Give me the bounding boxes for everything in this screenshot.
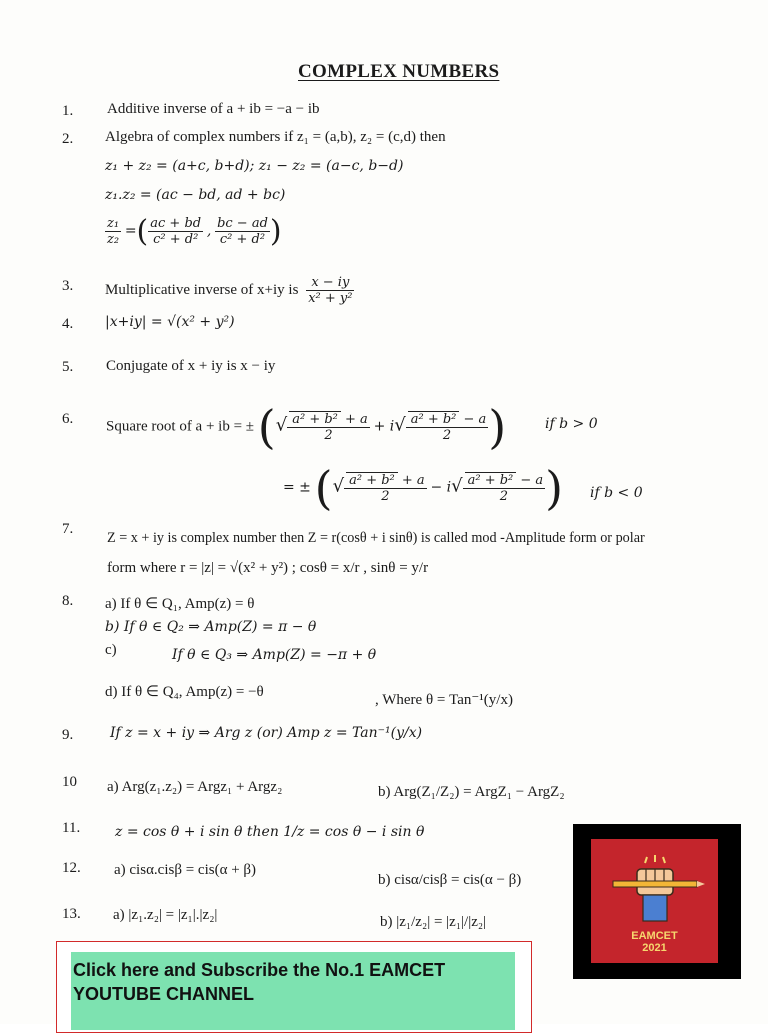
item-number: 8. [62,593,74,609]
item-13b-modulus-quotient: b) |z₁/z₂| = |z₁|/|z₂| [380,914,487,930]
item-8c-third-quadrant: If θ ∈ Q₃ ⇒ Amp(Z) = −π + θ [172,647,377,663]
item-number: 1. [62,103,74,119]
item-1-additive-inverse: Additive inverse of a + ib = −a − ib [107,101,320,117]
item-12b-cis-quotient: b) cisα/cisβ = cis(α − β) [378,872,522,888]
item-number: 2. [62,131,74,147]
item-6-condition-negative: if b < 0 [590,485,643,501]
item-2-algebra-heading: Algebra of complex numbers if z₁ = (a,b), z₂ = (c,d) then [105,129,446,145]
item-number: 7. [62,521,74,537]
item-number: 12. [62,860,81,876]
fist-pencil-icon [591,847,718,937]
item-number: 6. [62,411,74,427]
item-8-where-theta: , Where θ = Tan⁻¹(y/x) [375,692,513,708]
subscribe-button-label: Click here and Subscribe the No.1 EAMCET YOUTUBE CHANNEL [73,960,446,1004]
item-9-argument: If z = x + iy ⇒ Arg z (or) Amp z = Tan⁻¹(y/x) [110,725,423,741]
item-6-square-root-negative: = ± (√ $\frac{\text{a² + b² + a}}{2}$ − i√ $\frac{\text{a² + b² − a}}{2}$ ) [283,461,564,515]
item-12a-cis-product: a) cisα.cisβ = cis(α + β) [114,862,257,878]
item-6-condition-positive: if b > 0 [545,416,598,432]
item-11-reciprocal: z = cos θ + i sin θ then 1/z = cos θ − i sin θ [115,824,425,840]
item-2-quotient-formula: $\frac{\text{z₁}}{\text{z₂}}$ =( $\frac{ac + bd}{\text{c² + d²}}$ , $\frac{bc - ad}{\text{c² + d²}}$ ) [107,214,282,249]
item-7-polar-form: Z = x + iy is complex number then Z = r(cosθ + i sinθ) is called mod -Amplitude form or polar [107,530,645,546]
page-title: COMPLEX NUMBERS [298,61,500,82]
item-2-sum-difference: z₁ + z₂ = (a+c, b+d); z₁ − z₂ = (a−c, b−d) [105,158,404,174]
logo-text-line2: 2021 [642,942,667,954]
item-4-modulus: |x+iy| = √(x² + y²) [105,314,235,330]
item-5-conjugate: Conjugate of x + iy is x − iy [106,358,276,374]
item-3-label: Multiplicative inverse of x+iy is [105,281,299,298]
item-2-product: z₁.z₂ = (ac − bd, ad + bc) [105,187,286,203]
item-number: 11. [62,820,81,836]
logo-background [591,839,718,963]
item-7-polar-definition: form where r = |z| = √(x² + y²) ; cosθ = x/r , sinθ = y/r [107,560,429,576]
item-8a-first-quadrant: a) If θ ∈ Q₁, Amp(z) = θ [105,596,255,612]
item-8d-fourth-quadrant: d) If θ ∈ Q₄, Amp(z) = −θ [105,684,264,700]
item-8b-second-quadrant: b) If θ ∈ Q₂ ⇒ Amp(Z) = π − θ [105,619,317,635]
item-number: 9. [62,727,74,743]
item-6-square-root-positive: Square root of a + ib = ± (√ $\frac{\text{a² + b² + a}}{2}$ + i√ $\frac{\text{a² + b² − a}}{2}$ ) [106,400,507,454]
channel-logo[interactable] [573,824,741,979]
item-number: 5. [62,359,74,375]
item-13a-modulus-product: a) |z₁.z₂| = |z₁|.|z₂| [113,907,218,923]
item-number: 4. [62,316,74,332]
logo-text-line1: EAMCET [631,930,678,942]
subscribe-banner [56,941,532,1033]
item-number: 3. [62,278,74,294]
item-number: 13. [62,906,81,922]
item-10b-arg-quotient: b) Arg(Z₁/Z₂) = ArgZ₁ − ArgZ₂ [378,784,565,800]
item-8c-label: c) [105,642,117,658]
item-6-label: Square root of a + ib = ± [106,418,255,435]
item-number: 10 [62,774,77,790]
item-10a-arg-product: a) Arg(z₁.z₂) = Argz₁ + Argz₂ [107,779,283,795]
subscribe-button[interactable] [71,952,515,1030]
item-3-multiplicative-inverse: Multiplicative inverse of x+iy is $\frac{x - iy}{\text{x² + y²}}$ [105,275,353,306]
